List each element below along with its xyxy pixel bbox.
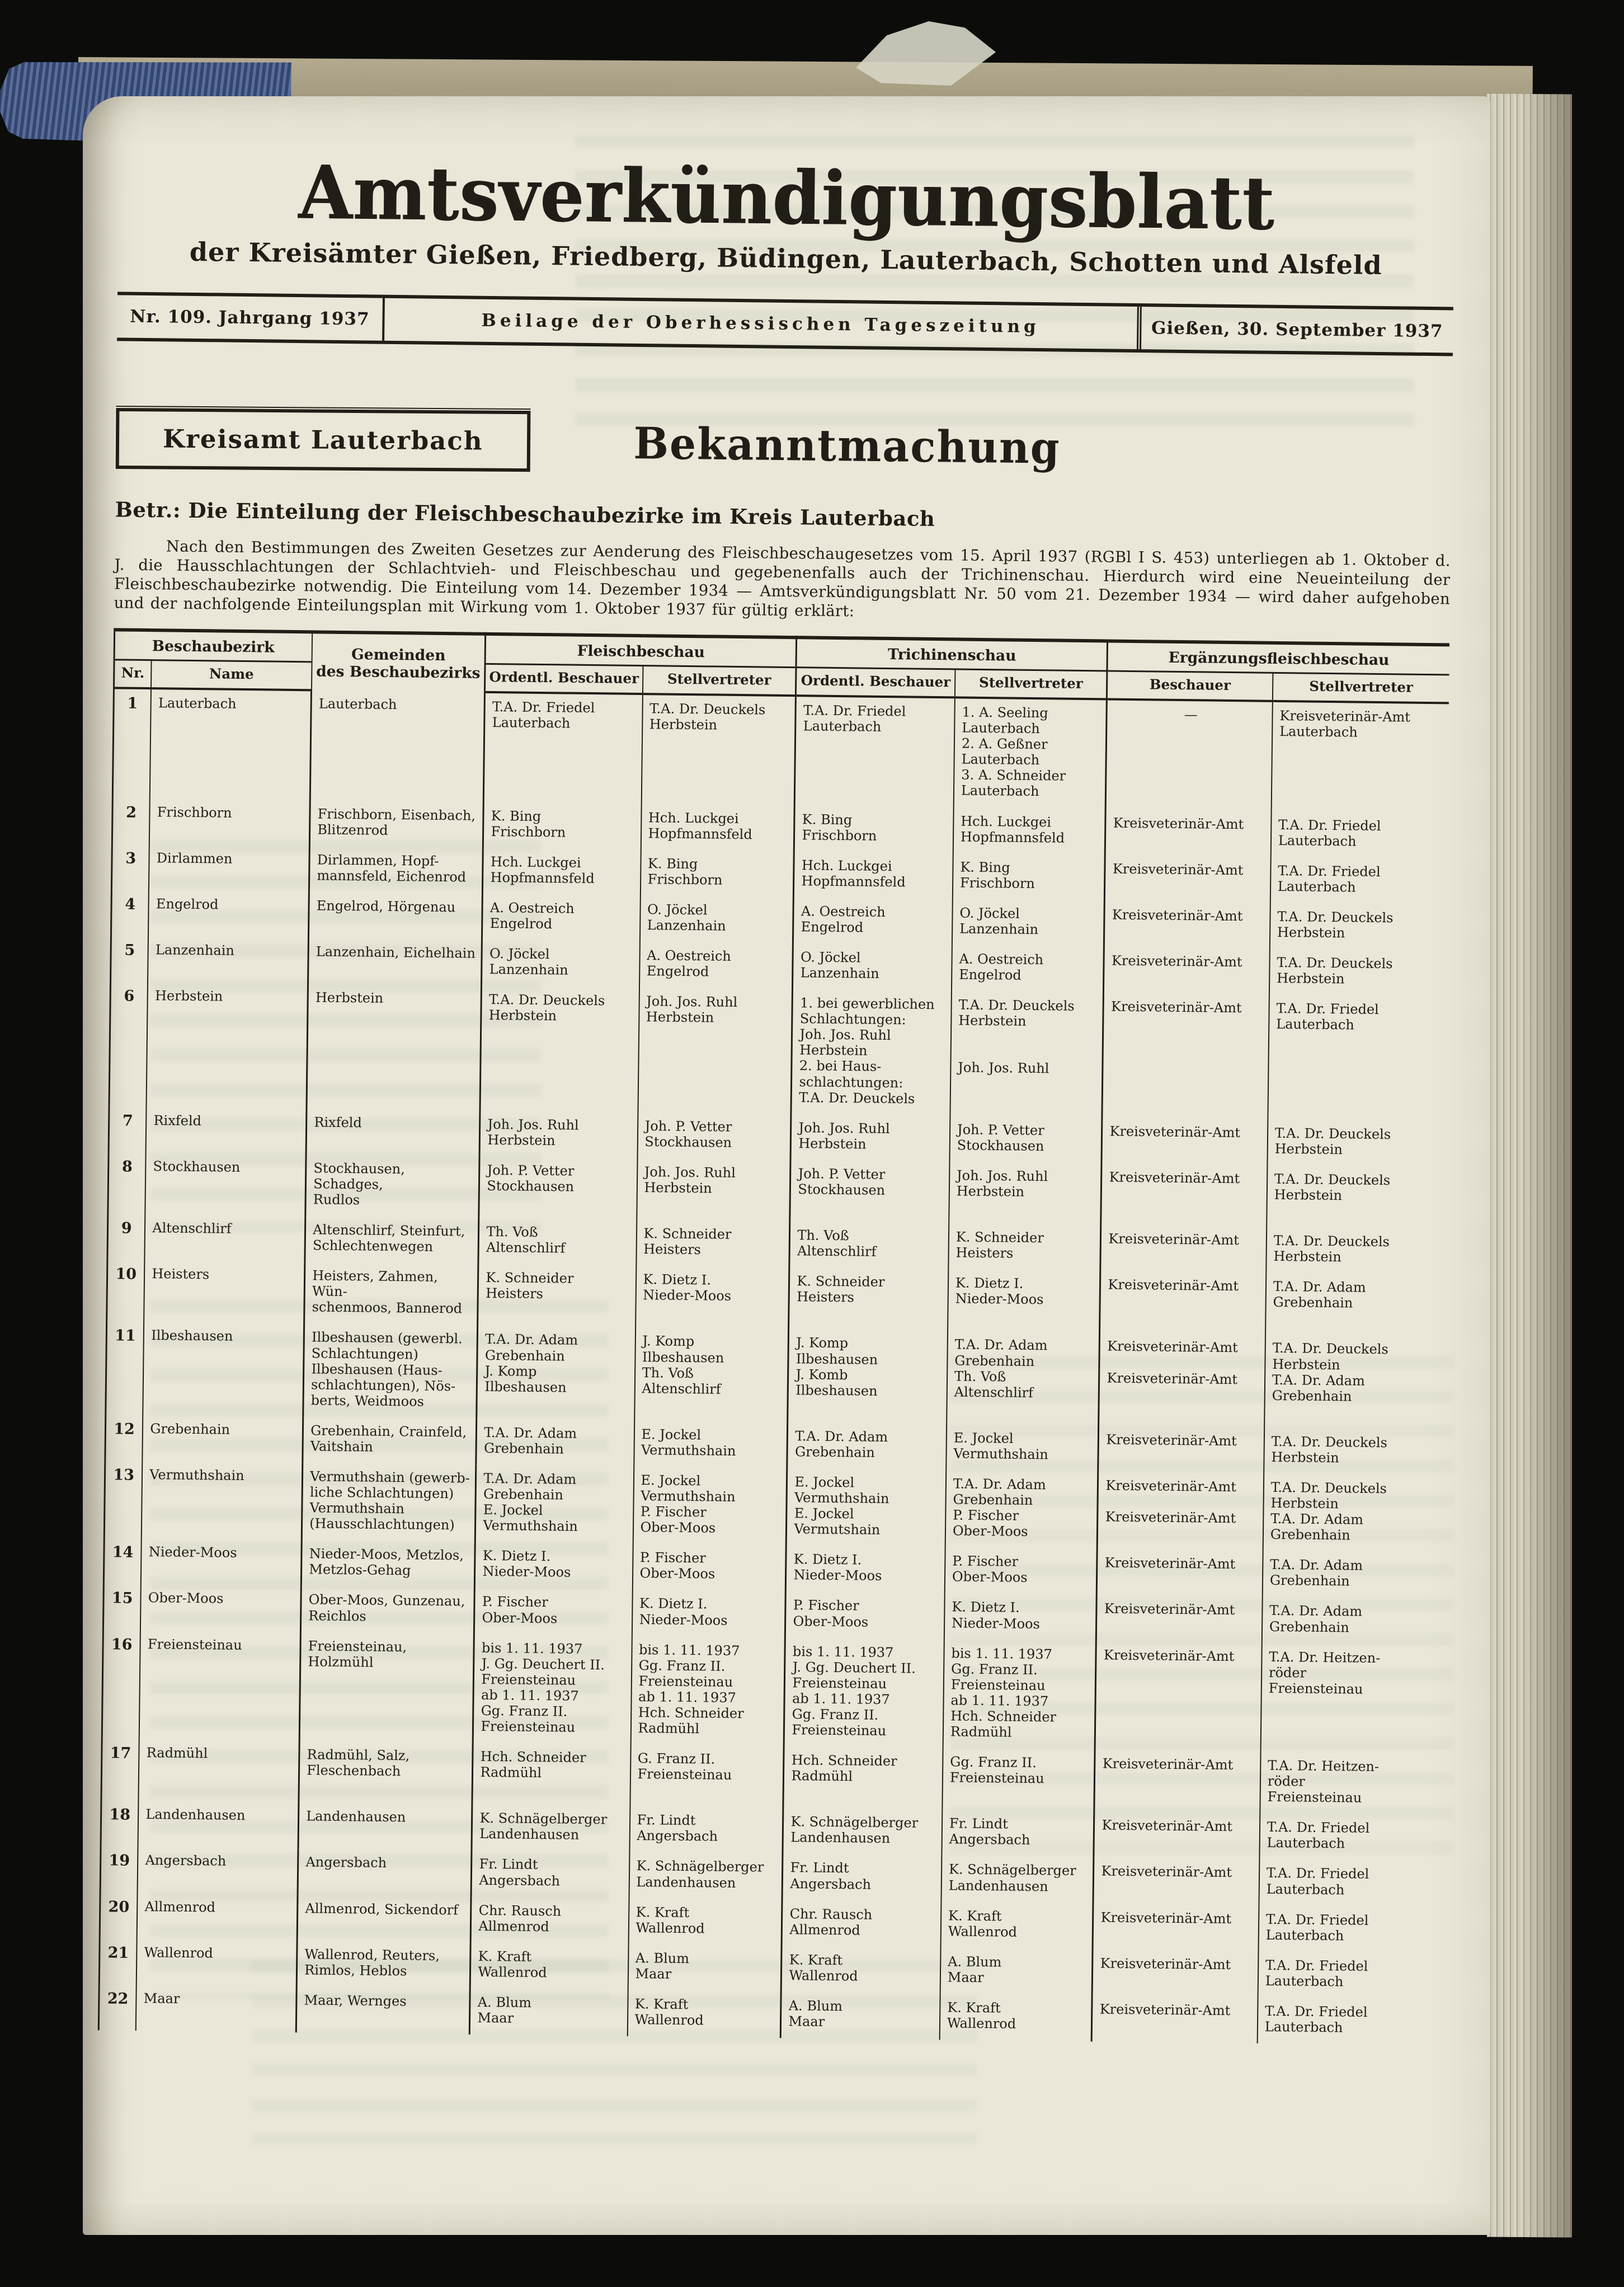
cell-fl_st: T.A. Dr. Deuckels Herbstein [641, 694, 796, 806]
cell-fl_st: G. Franz II. Freiensteinau [630, 1745, 784, 1808]
cell-nr: 11 [115, 1327, 136, 1345]
cell-gemeinden: Engelrod, Hörgenau [309, 892, 483, 940]
cell-name: Vermuthshain [142, 1461, 303, 1541]
cell-tr_ord: Fr. Lindt Angersbach [782, 1854, 942, 1902]
cell-tr_st: A. Blum Maar [940, 1948, 1093, 1995]
cell-nr: 17 [110, 1744, 131, 1762]
cell-fl_ord: Joh. P. Vetter Stockhausen [479, 1157, 637, 1220]
group-header-gemeinden: Gemeinden des Beschaubezirks [312, 632, 486, 692]
cell-erg_st: T.A. Dr. Deuckels Herbstein T.A. Dr. Adam Grebenhain [1263, 1474, 1441, 1553]
cell-nr: 5 [124, 941, 135, 959]
cell-nr: 9 [121, 1219, 132, 1237]
cell-erg_b: Kreisveterinär-Amt [1094, 1750, 1260, 1814]
cell-erg_st: T.A. Dr. Adam Grebenhain [1265, 1273, 1442, 1337]
col-header-name: Name [151, 660, 312, 690]
cell-erg_b: Kreisveterinär-Amt [1093, 1904, 1259, 1952]
cell-fl_ord: Th. Voß Altenschlirf [478, 1218, 637, 1266]
cell-tr_ord: O. Jöckel Lanzenhain [793, 943, 952, 991]
cell-tr_st: Fr. Lindt Angersbach [942, 1810, 1094, 1858]
group-header-ergaenzungsfleischbeschau: Ergänzungsfleischbeschau [1107, 641, 1449, 675]
cell-tr_ord: A. Blum Maar [781, 1992, 940, 2040]
cell-erg_b: Kreisveterinär-Amt [1105, 809, 1272, 857]
cell-erg_b: Kreisveterinär-Amt [1097, 1549, 1263, 1598]
cell-erg_st: T.A. Dr. Friedel Lauterbach [1259, 1814, 1436, 1862]
masthead [118, 149, 1455, 281]
table-row [112, 688, 1449, 813]
cell-tr_ord: E. Jockel Vermuthshain E. Jockel Vermutshain [787, 1468, 947, 1548]
cell-tr_st: T.A. Dr. Adam Grebenhain Th. Voß Altenschlirf [947, 1331, 1100, 1426]
cell-tr_ord: Th. Voß Altenschlirf [789, 1222, 949, 1269]
dateline: Gießen, 30. September 1937 [1151, 318, 1443, 342]
cell-gemeinden: Ober-Moos, Gunzenau, Reichlos [301, 1586, 475, 1635]
cell-erg_st: T.A. Dr. Deuckels Herbstein [1264, 1428, 1441, 1476]
cell-tr_st: P. Fischer Ober-Moos [945, 1548, 1098, 1595]
cell-erg_st: T.A. Dr. Friedel Lauterbach [1258, 1998, 1434, 2046]
cell-fl_ord: Chr. Rausch Allmenrod [471, 1896, 629, 1944]
intro-paragraph: Nach den Bestimmungen des Zweiten Gesetzes zur Aenderung des Fleischbeschaugesetzes vom 15. April 1937 (RGBl I S. 453) unterliegen ab 1. Oktober d. J. die Hausschlachtungen der Schlachtvieh- und Fleischbeschau und gegebenenfalls auch der Trichinenschau. Hierdurch wird eine Neueinteilung der Fleischbeschaubezirke notwendig. Die Einteilung vom 14. Dezember 1934 — Amtsverkündigungsblatt Nr. 50 vom 21. Dezember 1934 — wird daher aufgehoben und der nachfolgende Einteilungsplan mit Wirkung vom 1. Oktober 1937 für gültig erklärt: [114, 537, 1451, 621]
cell-fl_ord: K. Dietz I. Nieder-Moos [475, 1542, 633, 1590]
col-header-erg-stellvertreter: Stellvertreter [1273, 673, 1449, 703]
cell-erg_st: T.A. Dr. Friedel Lauterbach [1259, 1859, 1435, 1908]
page-stack-edge [1487, 93, 1572, 2237]
cell-name: Heisters [144, 1260, 305, 1323]
cell-tr_ord: K. Kraft Wallenrod [782, 1946, 941, 1994]
cell-tr_st: K. Kraft Wallenrod [940, 1994, 1093, 2041]
cell-tr_st: O. Jöckel Lanzenhain [952, 899, 1105, 947]
cell-fl_st: E. Jockel Vermuthshain P. Fischer Ober-Moos [633, 1467, 787, 1546]
cell-fl_st: A. Blum Maar [628, 1945, 782, 1992]
cell-erg_b: Kreisveterinär-Amt [1092, 1995, 1258, 2044]
cell-tr_ord: Chr. Rausch Allmenrod [782, 1900, 942, 1948]
cell-tr_st: K. Schnägelberger Landenhausen [941, 1856, 1094, 1904]
cell-nr: 6 [124, 987, 135, 1005]
col-header-fl-stellvertreter: Stellvertreter [642, 666, 796, 696]
cell-nr: 21 [107, 1944, 129, 1962]
cell-erg_st: T.A. Dr. Heitzen- röder Freiensteinau [1260, 1752, 1437, 1816]
cell-name: Wallenrod [136, 1939, 297, 1987]
cell-name: Herbstein [147, 982, 308, 1109]
cell-fl_st: bis 1. 11. 1937 Gg. Franz II. Freiensteinau ab 1. 11. 1937 Hch. Schneider Radmühl [630, 1636, 785, 1747]
cell-tr_ord: T.A. Dr. Adam Grebenhain [787, 1422, 947, 1470]
gazette-page [83, 96, 1490, 2235]
notice-heading: Bekanntmachung [633, 418, 1061, 474]
cell-fl_ord: P. Fischer Ober-Moos [474, 1588, 633, 1636]
cell-name: Engelrod [148, 890, 309, 938]
cell-tr_st: T.A. Dr. Deuckels Herbstein Joh. Jos. Ruhl [950, 991, 1104, 1117]
cell-nr: 14 [112, 1543, 134, 1562]
col-header-nr: Nr. [114, 660, 152, 688]
cell-tr_ord: J. Komp Ilbeshausen J. Komb Ilbeshausen [788, 1330, 948, 1425]
cell-erg_st: T.A. Dr. Deuckels Herbstein [1267, 1166, 1443, 1229]
cell-tr_st: Gg. Franz II. Freiensteinau [942, 1748, 1095, 1811]
cell-nr: 2 [126, 804, 137, 821]
cell-name: Ober-Moos [140, 1584, 301, 1632]
cell-fl_ord: T.A. Dr. Adam Grebenhain E. Jockel Vermuthshain [476, 1465, 634, 1544]
notice-header [115, 407, 1452, 483]
cell-gemeinden: Allmenrod, Sickendorf [297, 1895, 471, 1943]
cell-gemeinden: Heisters, Zahmen, Wün- schenmoos, Bannerod [304, 1262, 478, 1326]
cell-tr_st: T.A. Dr. Adam Grebenhain P. Fischer Ober-Moos [945, 1470, 1099, 1549]
table-row [109, 982, 1446, 1121]
cell-tr_st: 1. A. Seeling Lauterbach 2. A. Geßner Lauterbach 3. A. Schneider Lauterbach [954, 697, 1107, 809]
cell-gemeinden: Lauterbach [310, 690, 484, 802]
cell-tr_st: K. Schneider Heisters [948, 1223, 1101, 1271]
cell-tr_st: A. Oestreich Engelrod [952, 945, 1104, 993]
cell-erg_b: Kreisveterinär-Amt Kreisveterinär-Amt [1098, 1472, 1264, 1551]
cell-tr_ord: Joh. Jos. Ruhl Herbstein [790, 1114, 950, 1162]
cell-gemeinden: Maar, Wernges [296, 1987, 470, 2035]
group-header-beschaubezirk: Beschaubezirk [114, 630, 312, 663]
printed-content [83, 96, 1490, 2046]
cell-name: Altenschlirf [145, 1214, 305, 1262]
cell-fl_st: Joh. P. Vetter Stockhausen [637, 1112, 791, 1160]
cell-nr: 18 [109, 1806, 131, 1824]
cell-tr_st: bis 1. 11. 1937 Gg. Franz II. Freiensteinau ab 1. 11. 1937 Hch. Schneider Radmühl [943, 1640, 1096, 1750]
cell-fl_st: Hch. Luckgei Hopfmannsfeld [641, 804, 794, 852]
cell-erg_b: — [1106, 699, 1273, 811]
cell-nr: 4 [125, 895, 136, 913]
table-row [104, 1461, 1440, 1553]
cell-tr_st: K. Dietz I. Nieder-Moos [944, 1594, 1097, 1641]
cell-name: Landenhausen [138, 1801, 299, 1848]
cell-tr_ord: Joh. P. Vetter Stockhausen [790, 1160, 949, 1223]
cell-nr: 20 [108, 1898, 130, 1916]
cell-erg_st: T.A. Dr. Deuckels Herbstein T.A. Dr. Adam Grebenhain [1264, 1335, 1442, 1430]
cell-erg_b: Kreisveterinär-Amt [1104, 947, 1270, 995]
cell-erg_b: Kreisveterinär-Amt [1094, 1812, 1260, 1860]
cell-fl_ord: K. Bing Frischborn [483, 802, 642, 849]
cell-fl_st: K. Kraft Wallenrod [628, 1899, 782, 1946]
cell-fl_st: K. Dietz I. Nieder-Moos [636, 1266, 790, 1329]
cell-erg_b: Kreisveterinär-Amt [1100, 1225, 1267, 1273]
cell-tr_ord: K. Bing Frischborn [794, 806, 954, 853]
cell-erg_b: Kreisveterinär-Amt [1098, 1426, 1264, 1474]
cell-fl_ord: T.A. Dr. Friedel Lauterbach [484, 692, 643, 804]
cell-erg_st: T.A. Dr. Friedel Lauterbach [1258, 1905, 1435, 1953]
col-header-tr-ordentl: Ordentl. Beschauer [796, 668, 955, 697]
table-row [106, 1322, 1442, 1430]
group-header-fleischbeschau: Fleischbeschau [485, 634, 797, 668]
cell-fl_ord: Hch. Schneider Radmühl [472, 1743, 630, 1806]
cell-name: Rixfeld [146, 1107, 307, 1154]
office-box: Kreisamt Lauterbach [116, 408, 530, 472]
cell-tr_ord: Hch. Luckgei Hopfmannsfeld [794, 852, 953, 899]
group-header-trichinenschau: Trichinenschau [796, 638, 1108, 671]
cell-fl_ord: Joh. Jos. Ruhl Herbstein [479, 1110, 638, 1158]
cell-fl_st: E. Jockel Vermuthshain [634, 1421, 788, 1468]
cell-name: Dirlammen [149, 844, 309, 892]
cell-fl_st: J. Komp Ilbeshausen Th. Voß Altenschlirf [634, 1327, 789, 1422]
cell-gemeinden: Dirlammen, Hopf- mannsfeld, Eichenrod [309, 846, 483, 894]
cell-fl_ord: A. Blum Maar [470, 1989, 628, 2036]
cell-fl_ord: K. Kraft Wallenrod [470, 1943, 629, 1990]
cell-fl_st: K. Dietz I. Nieder-Moos [632, 1590, 785, 1637]
cell-name: Frischborn [149, 799, 310, 846]
cell-erg_st: T.A. Dr. Deuckels Herbstein [1266, 1227, 1443, 1275]
cell-name: Grebenhain [143, 1415, 303, 1463]
cell-erg_st: T.A. Dr. Deuckels Herbstein [1270, 903, 1447, 951]
cell-erg_b: Kreisveterinär-Amt Kreisveterinär-Amt [1099, 1333, 1265, 1428]
cell-gemeinden: Vermuthshain (gewerb- liche Schlachtungen) Vermuthshain (Hausschlachtungen) [302, 1463, 476, 1542]
cell-name: Angersbach [138, 1847, 298, 1894]
cell-erg_b: Kreisveterinär-Amt [1100, 1271, 1266, 1335]
masthead-subtitle: der Kreisämter Gießen, Friedberg, Büdingen, Lauterbach, Schotten und Alsfeld [189, 236, 1382, 281]
cell-gemeinden: Angersbach [298, 1849, 472, 1897]
cell-tr_ord: 1. bei gewerblichen Schlachtungen: Joh. Jos. Ruhl Herbstein 2. bei Haus- schlachtungen: T.A. Dr. Deuckels [791, 989, 951, 1116]
cell-erg_b: Kreisveterinär-Amt [1093, 1858, 1259, 1906]
cell-tr_ord: K. Dietz I. Nieder-Moos [786, 1546, 945, 1593]
cell-nr: 12 [114, 1420, 135, 1438]
cell-fl_st: P. Fischer Ober-Moos [632, 1544, 786, 1591]
cell-gemeinden: Altenschlirf, Steinfurt, Schlechtenwegen [305, 1216, 479, 1264]
cell-gemeinden: Freiensteinau, Holzmühl [299, 1632, 474, 1743]
cell-gemeinden: Rixfeld [306, 1109, 480, 1157]
masthead-title: Amtsverkündigungsblatt [298, 149, 1275, 247]
cell-nr: 1 [127, 694, 138, 712]
cell-fl_ord: Hch. Luckgei Hopfmannsfeld [483, 848, 641, 896]
cell-erg_st: T.A. Dr. Adam Grebenhain [1263, 1551, 1439, 1599]
cell-erg_b: Kreisveterinär-Amt [1096, 1595, 1263, 1643]
cell-nr: 15 [111, 1589, 133, 1608]
cell-tr_ord: K. Schneider Heisters [789, 1267, 948, 1331]
cell-gemeinden: Frischborn, Eisenbach, Blitzenrod [310, 800, 484, 848]
cell-tr_ord: Hch. Schneider Radmühl [783, 1746, 943, 1810]
cell-name: Maar [136, 1985, 296, 2032]
cell-fl_ord: T.A. Dr. Adam Grebenhain J. Komp Ilbeshausen [477, 1326, 635, 1421]
cell-name: Allmenrod [137, 1893, 298, 1941]
cell-gemeinden: Wallenrod, Reuters, Rimlos, Heblos [296, 1941, 470, 1989]
cell-erg_st: T.A. Dr. Deuckels Herbstein [1267, 1119, 1444, 1167]
cell-gemeinden: Herbstein [307, 984, 482, 1110]
cell-tr_ord: K. Schnägelberger Landenhausen [783, 1808, 942, 1856]
cell-gemeinden: Ilbeshausen (gewerbl. Schlachtungen) Ilbeshausen (Haus- schlachtungen), Nös- berts, Weidmoos [303, 1324, 478, 1419]
cell-fl_st: Joh. Jos. Ruhl Herbstein [638, 988, 793, 1114]
cell-fl_st: O. Jöckel Lanzenhain [639, 896, 793, 943]
cell-name: Nieder-Moos [141, 1538, 302, 1586]
cell-fl_st: Fr. Lindt Angersbach [629, 1806, 783, 1854]
cell-tr_st: K. Dietz I. Nieder-Moos [948, 1270, 1100, 1333]
cell-tr_st: Joh. P. Vetter Stockhausen [949, 1116, 1102, 1163]
cell-gemeinden: Grebenhain, Crainfeld, Vaitshain [303, 1417, 477, 1465]
cell-erg_b: Kreisveterinär-Amt [1102, 993, 1269, 1120]
cell-erg_b: Kreisveterinär-Amt [1105, 855, 1271, 903]
cell-fl_ord: K. Schnägelberger Landenhausen [472, 1805, 630, 1852]
cell-fl_st: K. Schneider Heisters [636, 1220, 790, 1267]
cell-nr: 10 [115, 1265, 137, 1284]
cell-nr: 7 [122, 1112, 133, 1130]
cell-nr: 16 [111, 1636, 133, 1654]
cell-nr: 8 [121, 1158, 133, 1176]
cell-name: Freiensteinau [139, 1631, 301, 1741]
cell-gemeinden: Nieder-Moos, Metzlos, Metzlos-Gehag [301, 1541, 475, 1589]
cell-tr_ord: T.A. Dr. Friedel Lauterbach [795, 696, 955, 807]
cell-erg_b: Kreisveterinär-Amt [1101, 1163, 1267, 1227]
cell-tr_ord: P. Fischer Ober-Moos [785, 1592, 945, 1640]
cell-name: Ilbeshausen [143, 1322, 304, 1417]
cell-fl_ord: A. Oestreich Engelrod [482, 894, 641, 942]
cell-name: Stockhausen [145, 1153, 307, 1216]
supplement-title: Beilage der Oberhessischen Tageszeitung [382, 298, 1142, 349]
issue-number: Nr. 109. Jahrgang 1937 [129, 306, 370, 330]
cell-erg_b: Kreisveterinär-Amt [1102, 1117, 1268, 1166]
cell-tr_st: Joh. Jos. Ruhl Herbstein [949, 1162, 1102, 1225]
district-schedule-table [98, 628, 1449, 2046]
cell-erg_b: Kreisveterinär-Amt [1093, 1950, 1259, 1998]
cell-fl_st: K. Kraft Wallenrod [627, 1990, 781, 2038]
cell-fl_ord: bis 1. 11. 1937 J. Gg. Deuchert II. Freiensteinau ab 1. 11. 1937 Gg. Franz II. Freiensteinau [473, 1634, 632, 1745]
cell-fl_st: K. Schnägelberger Landenhausen [629, 1852, 783, 1900]
cell-fl_st: A. Oestreich Engelrod [639, 942, 793, 989]
cell-tr_ord: A. Oestreich Engelrod [793, 898, 953, 945]
cell-tr_st: Hch. Luckgei Hopfmannsfeld [953, 807, 1106, 855]
cell-tr_ord: bis 1. 11. 1937 J. Gg. Deuchert II. Freiensteinau ab 1. 11. 1937 Gg. Franz II. Freiensteinau [784, 1638, 944, 1749]
cell-fl_ord: Fr. Lindt Angersbach [471, 1851, 629, 1898]
col-header-tr-stellvertreter: Stellvertreter [955, 669, 1108, 699]
cell-fl_ord: T.A. Dr. Deuckels Herbstein [480, 986, 639, 1112]
cell-name: Radmühl [139, 1739, 300, 1802]
cell-fl_st: K. Bing Frischborn [640, 850, 794, 898]
cell-name: Lauterbach [150, 688, 312, 800]
cell-gemeinden: Landenhausen [298, 1803, 472, 1851]
cell-nr: 13 [113, 1466, 135, 1484]
cell-erg_b: Kreisveterinär-Amt [1095, 1641, 1262, 1752]
cell-erg_st: T.A. Dr. Friedel Lauterbach [1271, 811, 1448, 859]
cell-erg_b: Kreisveterinär-Amt [1104, 901, 1270, 949]
col-header-fl-ordentl: Ordentl. Beschauer [485, 664, 643, 694]
cell-erg_st: T.A. Dr. Adam Grebenhain [1262, 1597, 1439, 1645]
cell-fl_ord: O. Jöckel Lanzenhain [482, 940, 640, 988]
cell-erg_st: T.A. Dr. Heitzen- röder Freiensteinau [1260, 1643, 1438, 1754]
cell-gemeinden: Stockhausen, Schadges, Rudlos [305, 1154, 479, 1218]
table-row [102, 1630, 1438, 1754]
cell-gemeinden: Lanzenhain, Eichelhain [308, 938, 482, 986]
cell-erg_st: T.A. Dr. Friedel Lauterbach [1270, 857, 1447, 905]
cell-gemeinden: Radmühl, Salz, Fleschenbach [299, 1741, 473, 1805]
cell-fl_ord: K. Schneider Heisters [478, 1264, 636, 1327]
cell-fl_ord: T.A. Dr. Adam Grebenhain [476, 1419, 634, 1467]
subject-line: Betr.: Die Einteilung der Fleischbeschaubezirke im Kreis Lauterbach [115, 497, 935, 531]
cell-nr: 22 [107, 1990, 129, 2008]
cell-tr_st: E. Jockel Vermuthshain [946, 1424, 1099, 1472]
cell-tr_st: K. Kraft Wallenrod [940, 1902, 1093, 1950]
cell-erg_st: Kreisveterinär-Amt Lauterbach [1272, 701, 1449, 813]
cell-name: Lanzenhain [148, 936, 308, 984]
cell-erg_st: T.A. Dr. Deuckels Herbstein [1269, 949, 1446, 997]
cell-nr: 19 [109, 1852, 130, 1870]
cell-erg_st: T.A. Dr. Friedel Lauterbach [1258, 1951, 1434, 1999]
cell-tr_st: K. Bing Frischborn [953, 853, 1105, 901]
cell-fl_st: Joh. Jos. Ruhl Herbstein [637, 1158, 791, 1222]
issue-info-bar [117, 292, 1453, 356]
cell-nr: 3 [125, 849, 136, 867]
col-header-erg-beschauer: Beschauer [1107, 671, 1273, 701]
schedule-table-body [98, 688, 1449, 2045]
cell-erg_st: T.A. Dr. Friedel Lauterbach [1268, 995, 1446, 1121]
